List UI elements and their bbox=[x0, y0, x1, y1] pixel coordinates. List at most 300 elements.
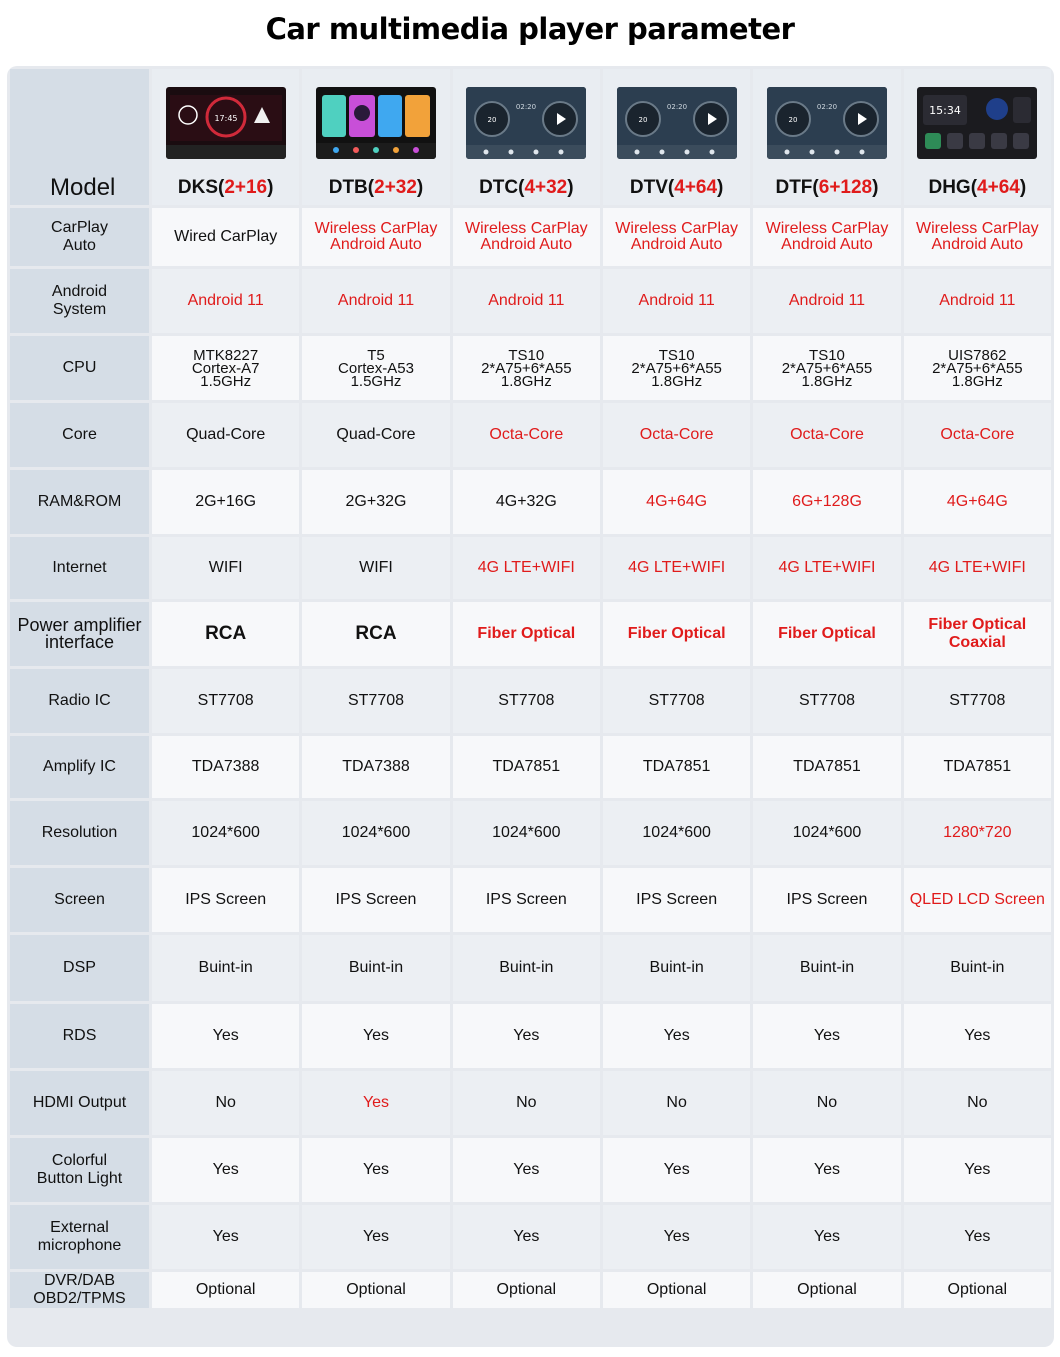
model-header-cell bbox=[603, 69, 750, 205]
model-memory-spec: 2+16 bbox=[224, 177, 268, 198]
spec-table bbox=[7, 66, 1054, 1311]
spec-value: Buint-in bbox=[348, 959, 404, 976]
spec-value: Android 11 bbox=[187, 292, 264, 309]
model-row bbox=[10, 69, 1051, 205]
spec-cell bbox=[904, 1205, 1051, 1269]
spec-value: WIFI bbox=[359, 559, 393, 576]
row-label bbox=[10, 736, 149, 798]
spec-value: Yes bbox=[813, 1161, 841, 1178]
row-label bbox=[10, 1004, 149, 1068]
spec-value: Wireless CarPlay bbox=[314, 220, 438, 237]
spec-value: ST7708 bbox=[949, 692, 1006, 709]
spec-value: 1.8GHz bbox=[651, 372, 703, 390]
spec-cell bbox=[603, 602, 750, 666]
row-label bbox=[10, 1138, 149, 1202]
spec-value: IPS Screen bbox=[335, 891, 417, 908]
svg-text:15:34: 15:34 bbox=[929, 104, 962, 117]
model-close-paren: ) bbox=[1019, 177, 1027, 198]
spec-cell bbox=[904, 537, 1051, 599]
spec-value: Buint-in bbox=[649, 959, 704, 976]
spec-value: 4G+64G bbox=[646, 493, 708, 510]
row-label bbox=[10, 208, 149, 266]
spec-cell bbox=[603, 868, 750, 932]
spec-value: 2*A75+6*A55 bbox=[481, 359, 572, 377]
spec-value: Optional bbox=[346, 1281, 406, 1298]
spec-cell bbox=[152, 403, 299, 467]
spec-value: No bbox=[967, 1094, 988, 1111]
spec-cell bbox=[753, 736, 900, 798]
spec-value: Yes bbox=[513, 1161, 540, 1178]
model-memory-spec: 4+64 bbox=[977, 177, 1020, 198]
model-name bbox=[302, 179, 449, 197]
spec-cell bbox=[453, 403, 600, 467]
spec-cell bbox=[302, 470, 449, 534]
row-label bbox=[10, 269, 149, 333]
spec-row bbox=[10, 602, 1051, 666]
spec-value: Yes bbox=[212, 1161, 239, 1178]
row-label bbox=[10, 1272, 149, 1308]
head-unit-screen-image bbox=[466, 87, 586, 159]
spec-value: 1.8GHz bbox=[801, 372, 853, 390]
spec-value: Wireless CarPlay bbox=[765, 220, 889, 237]
spec-row bbox=[10, 868, 1051, 932]
row-label-line: Auto bbox=[63, 237, 96, 254]
spec-cell bbox=[904, 868, 1051, 932]
spec-cell bbox=[753, 1071, 900, 1135]
spec-value: Android Auto bbox=[931, 236, 1024, 253]
row-label-line: Resolution bbox=[41, 824, 118, 841]
spec-value: Yes bbox=[663, 1027, 690, 1044]
row-label-line: Radio IC bbox=[48, 692, 111, 709]
spec-value: Yes bbox=[362, 1161, 390, 1178]
model-name bbox=[152, 179, 299, 197]
spec-cell bbox=[753, 1138, 900, 1202]
spec-cell bbox=[152, 269, 299, 333]
spec-value: ST7708 bbox=[498, 692, 555, 709]
spec-cell bbox=[152, 602, 299, 666]
spec-value: Yes bbox=[212, 1228, 239, 1245]
spec-cell bbox=[302, 336, 449, 400]
spec-value: Optional bbox=[195, 1281, 256, 1298]
spec-value: 1024*600 bbox=[191, 824, 260, 841]
spec-cell bbox=[453, 1138, 600, 1202]
spec-cell bbox=[904, 1272, 1051, 1308]
spec-value: 4G+64G bbox=[946, 493, 1008, 510]
spec-value: Fiber Optical bbox=[928, 616, 1027, 633]
spec-value: Android 11 bbox=[337, 292, 415, 309]
spec-cell bbox=[302, 602, 449, 666]
spec-cell bbox=[302, 1138, 449, 1202]
model-memory-spec: 4+32 bbox=[524, 177, 568, 198]
spec-value: 4G LTE+WIFI bbox=[477, 559, 575, 576]
row-label-line: Android bbox=[51, 283, 108, 300]
spec-value: Fiber Optical bbox=[627, 625, 726, 642]
row-label-line: Core bbox=[62, 426, 97, 443]
spec-cell bbox=[453, 269, 600, 333]
spec-row bbox=[10, 736, 1051, 798]
spec-row bbox=[10, 537, 1051, 599]
svg-text:20: 20 bbox=[487, 116, 497, 124]
spec-cell bbox=[302, 1272, 449, 1308]
spec-cell bbox=[453, 1272, 600, 1308]
spec-cell bbox=[603, 935, 750, 1001]
row-label-line: microphone bbox=[37, 1237, 122, 1254]
spec-value: 1024*600 bbox=[792, 824, 862, 841]
model-code: DTV( bbox=[629, 177, 675, 198]
spec-cell bbox=[753, 868, 900, 932]
spec-value: ST7708 bbox=[798, 692, 855, 709]
row-label bbox=[10, 868, 149, 932]
model-memory-spec: 6+128 bbox=[818, 177, 873, 198]
spec-cell bbox=[603, 1138, 750, 1202]
spec-value: 2*A75+6*A55 bbox=[932, 359, 1023, 377]
row-label-model: Model bbox=[10, 69, 149, 205]
model-code: DTB( bbox=[328, 177, 375, 198]
spec-value: Android 11 bbox=[788, 292, 866, 309]
spec-cell bbox=[603, 470, 750, 534]
spec-cell bbox=[453, 935, 600, 1001]
spec-cell bbox=[753, 602, 900, 666]
spec-cell bbox=[152, 1205, 299, 1269]
spec-value: ST7708 bbox=[347, 692, 405, 709]
spec-value: Optional bbox=[496, 1281, 557, 1298]
svg-text:20: 20 bbox=[638, 116, 648, 124]
spec-value: Wireless CarPlay bbox=[915, 220, 1039, 237]
spec-cell bbox=[302, 403, 449, 467]
model-close-paren: ) bbox=[717, 177, 724, 198]
spec-value: RCA bbox=[355, 623, 397, 644]
spec-cell bbox=[753, 403, 900, 467]
spec-value: Fiber Optical bbox=[477, 625, 576, 642]
spec-cell bbox=[603, 537, 750, 599]
spec-cell bbox=[904, 1138, 1051, 1202]
row-label-line: Colorful bbox=[51, 1152, 108, 1169]
row-label bbox=[10, 935, 149, 1001]
row-label bbox=[10, 336, 149, 400]
spec-value: IPS Screen bbox=[185, 891, 267, 908]
row-label bbox=[10, 403, 149, 467]
head-unit-screen-image bbox=[917, 87, 1037, 159]
spec-value: Quad-Core bbox=[186, 426, 266, 443]
spec-value: 2*A75+6*A55 bbox=[781, 359, 873, 377]
spec-cell bbox=[904, 208, 1051, 266]
spec-row bbox=[10, 208, 1051, 266]
spec-value: Cortex-A53 bbox=[338, 359, 414, 377]
spec-value: 1.5GHz bbox=[200, 372, 252, 390]
spec-cell bbox=[302, 1071, 449, 1135]
spec-value: Yes bbox=[663, 1161, 690, 1178]
spec-cell bbox=[753, 801, 900, 865]
spec-row bbox=[10, 1138, 1051, 1202]
spec-value: Octa-Core bbox=[489, 426, 564, 443]
model-name bbox=[753, 179, 900, 197]
spec-cell bbox=[152, 470, 299, 534]
spec-value: TS10 bbox=[809, 346, 845, 364]
spec-value: No bbox=[516, 1094, 537, 1111]
spec-value: Fiber Optical bbox=[778, 625, 876, 642]
spec-cell bbox=[152, 801, 299, 865]
spec-cell bbox=[302, 208, 449, 266]
spec-cell bbox=[603, 208, 750, 266]
spec-cell bbox=[753, 935, 900, 1001]
spec-cell bbox=[753, 669, 900, 733]
row-label-line: Button Light bbox=[36, 1170, 123, 1187]
row-label bbox=[10, 537, 149, 599]
spec-value: 2*A75+6*A55 bbox=[631, 359, 722, 377]
spec-value: Android 11 bbox=[488, 292, 565, 309]
spec-value: Optional bbox=[646, 1281, 707, 1298]
spec-value: RCA bbox=[205, 623, 247, 644]
row-label-line: CarPlay bbox=[51, 219, 108, 236]
row-label-line: System bbox=[52, 301, 107, 318]
row-label-line: Screen bbox=[54, 891, 105, 908]
model-close-paren: ) bbox=[267, 177, 274, 198]
spec-cell bbox=[302, 537, 449, 599]
spec-cell bbox=[453, 1071, 600, 1135]
row-label bbox=[10, 669, 149, 733]
spec-cell bbox=[904, 336, 1051, 400]
spec-value: IPS Screen bbox=[636, 891, 718, 908]
model-code: DTF( bbox=[775, 177, 819, 198]
spec-value: ST7708 bbox=[197, 692, 254, 709]
spec-value: Buint-in bbox=[499, 959, 554, 976]
spec-cell bbox=[453, 868, 600, 932]
spec-cell bbox=[453, 736, 600, 798]
spec-value: Yes bbox=[813, 1228, 841, 1245]
spec-value: No bbox=[666, 1094, 687, 1111]
spec-cell bbox=[603, 801, 750, 865]
spec-value: 4G LTE+WIFI bbox=[928, 559, 1026, 576]
spec-value: 6G+128G bbox=[792, 493, 862, 510]
spec-value: Yes bbox=[964, 1228, 991, 1245]
spec-value: Yes bbox=[362, 1228, 390, 1245]
spec-row bbox=[10, 801, 1051, 865]
spec-cell bbox=[152, 1138, 299, 1202]
model-name bbox=[904, 179, 1051, 197]
spec-cell bbox=[904, 935, 1051, 1001]
spec-cell bbox=[152, 1004, 299, 1068]
spec-value: Yes bbox=[964, 1161, 991, 1178]
spec-value: UIS7862 bbox=[948, 346, 1007, 364]
model-header-cell bbox=[152, 69, 299, 205]
spec-value: T5 bbox=[367, 346, 385, 364]
spec-cell bbox=[453, 669, 600, 733]
spec-cell bbox=[904, 669, 1051, 733]
model-header-cell bbox=[753, 69, 900, 205]
spec-cell bbox=[152, 736, 299, 798]
spec-cell bbox=[603, 1004, 750, 1068]
head-unit-screen-image bbox=[166, 87, 286, 159]
spec-cell bbox=[904, 470, 1051, 534]
spec-cell bbox=[753, 1004, 900, 1068]
spec-row bbox=[10, 1272, 1051, 1308]
spec-value: Android Auto bbox=[480, 236, 573, 253]
row-label-line: Power amplifier bbox=[17, 615, 142, 635]
spec-cell bbox=[603, 669, 750, 733]
spec-value: Wireless CarPlay bbox=[615, 220, 738, 237]
svg-text:02:20: 02:20 bbox=[816, 103, 838, 111]
spec-value: 1024*600 bbox=[642, 824, 711, 841]
row-label-line: External bbox=[50, 1219, 109, 1236]
spec-value: Yes bbox=[513, 1228, 540, 1245]
spec-value: QLED LCD Screen bbox=[909, 891, 1045, 908]
spec-cell bbox=[453, 801, 600, 865]
head-unit-screen-image bbox=[316, 87, 436, 159]
spec-cell bbox=[904, 1004, 1051, 1068]
spec-cell bbox=[904, 269, 1051, 333]
spec-value: IPS Screen bbox=[485, 891, 567, 908]
spec-cell bbox=[302, 1205, 449, 1269]
spec-value: Yes bbox=[362, 1027, 390, 1044]
spec-cell bbox=[603, 403, 750, 467]
spec-row bbox=[10, 669, 1051, 733]
svg-text:17:45: 17:45 bbox=[214, 114, 238, 123]
model-header-cell bbox=[453, 69, 600, 205]
spec-table-container bbox=[7, 66, 1054, 1347]
spec-value: 4G LTE+WIFI bbox=[778, 559, 876, 576]
model-name bbox=[603, 179, 750, 197]
spec-value: No bbox=[215, 1094, 236, 1111]
row-label-line: DSP bbox=[63, 959, 96, 976]
spec-cell bbox=[753, 208, 900, 266]
spec-value: Wireless CarPlay bbox=[464, 220, 588, 237]
spec-value: TS10 bbox=[508, 346, 545, 364]
spec-row bbox=[10, 1205, 1051, 1269]
spec-value: Yes bbox=[813, 1027, 841, 1044]
spec-cell bbox=[753, 269, 900, 333]
spec-value: Yes bbox=[964, 1027, 991, 1044]
spec-value: TDA7851 bbox=[492, 758, 561, 775]
spec-cell bbox=[302, 736, 449, 798]
spec-cell bbox=[302, 669, 449, 733]
model-memory-spec: 4+64 bbox=[674, 177, 718, 198]
spec-cell bbox=[302, 868, 449, 932]
model-code: DTC( bbox=[479, 177, 525, 198]
spec-value: 1280*720 bbox=[943, 824, 1012, 841]
spec-value: Buint-in bbox=[950, 959, 1005, 976]
model-close-paren: ) bbox=[416, 177, 424, 198]
model-memory-spec: 2+32 bbox=[374, 177, 417, 198]
spec-row bbox=[10, 269, 1051, 333]
row-label bbox=[10, 1205, 149, 1269]
spec-value: WIFI bbox=[208, 559, 243, 576]
spec-cell bbox=[152, 1272, 299, 1308]
spec-value: TS10 bbox=[658, 346, 695, 364]
spec-value: 2G+32G bbox=[345, 493, 407, 510]
spec-value: Coaxial bbox=[948, 634, 1006, 651]
spec-cell bbox=[453, 336, 600, 400]
spec-value: Cortex-A7 bbox=[191, 359, 260, 377]
row-label bbox=[10, 602, 149, 666]
spec-row bbox=[10, 336, 1051, 400]
model-code: DKS( bbox=[177, 177, 225, 198]
spec-cell bbox=[753, 336, 900, 400]
row-label-line: RDS bbox=[62, 1027, 97, 1044]
spec-value: 1.8GHz bbox=[500, 372, 552, 390]
spec-cell bbox=[603, 269, 750, 333]
spec-cell bbox=[152, 1071, 299, 1135]
spec-cell bbox=[302, 801, 449, 865]
spec-cell bbox=[603, 336, 750, 400]
spec-cell bbox=[453, 208, 600, 266]
spec-cell bbox=[603, 1272, 750, 1308]
model-name bbox=[453, 179, 600, 197]
spec-value: 1.5GHz bbox=[350, 372, 402, 390]
spec-value: Yes bbox=[513, 1027, 540, 1044]
spec-cell bbox=[753, 470, 900, 534]
spec-cell bbox=[152, 868, 299, 932]
spec-table-body bbox=[10, 69, 1051, 1308]
spec-row bbox=[10, 935, 1051, 1001]
model-header-cell bbox=[302, 69, 449, 205]
model-code: DHG( bbox=[928, 177, 978, 198]
spec-value: TDA7851 bbox=[793, 758, 861, 775]
spec-cell bbox=[152, 935, 299, 1001]
head-unit-screen-image bbox=[767, 87, 887, 159]
spec-value: ST7708 bbox=[648, 692, 705, 709]
spec-cell bbox=[152, 208, 299, 266]
svg-text:02:20: 02:20 bbox=[516, 103, 537, 111]
spec-cell bbox=[603, 1205, 750, 1269]
spec-cell bbox=[753, 1205, 900, 1269]
spec-cell bbox=[302, 269, 449, 333]
spec-value: IPS Screen bbox=[786, 891, 868, 908]
svg-text:20: 20 bbox=[788, 116, 798, 124]
svg-text:02:20: 02:20 bbox=[666, 103, 687, 111]
spec-value: 1024*600 bbox=[492, 824, 561, 841]
spec-cell bbox=[453, 537, 600, 599]
spec-cell bbox=[453, 1004, 600, 1068]
spec-cell bbox=[152, 669, 299, 733]
head-unit-screen-image bbox=[617, 87, 737, 159]
spec-value: Yes bbox=[212, 1027, 239, 1044]
row-label-line: RAM&ROM bbox=[37, 493, 122, 510]
model-close-paren: ) bbox=[567, 177, 574, 198]
row-label-line: Amplify IC bbox=[43, 758, 116, 775]
spec-value: Android Auto bbox=[330, 236, 422, 253]
spec-value: TDA7388 bbox=[191, 758, 260, 775]
row-label-line: OBD2/TPMS bbox=[33, 1290, 126, 1307]
spec-cell bbox=[904, 602, 1051, 666]
spec-row bbox=[10, 470, 1051, 534]
spec-value: Octa-Core bbox=[639, 426, 714, 443]
spec-cell bbox=[904, 801, 1051, 865]
spec-value: 4G+32G bbox=[495, 493, 557, 510]
model-header-cell bbox=[904, 69, 1051, 205]
spec-cell bbox=[753, 537, 900, 599]
spec-value: Optional bbox=[797, 1281, 857, 1298]
spec-row bbox=[10, 1004, 1051, 1068]
spec-value: 1024*600 bbox=[341, 824, 411, 841]
spec-value: 1.8GHz bbox=[951, 372, 1003, 390]
spec-cell bbox=[753, 1272, 900, 1308]
row-label bbox=[10, 1071, 149, 1135]
row-label bbox=[10, 801, 149, 865]
spec-row bbox=[10, 403, 1051, 467]
spec-value: Optional bbox=[947, 1281, 1008, 1298]
row-label-line: HDMI Output bbox=[32, 1094, 127, 1111]
spec-value: No bbox=[816, 1094, 838, 1111]
spec-value: Octa-Core bbox=[940, 426, 1015, 443]
spec-value: Android Auto bbox=[781, 236, 873, 253]
row-label-line: DVR/DAB bbox=[43, 1272, 116, 1289]
row-label bbox=[10, 470, 149, 534]
spec-cell bbox=[152, 537, 299, 599]
spec-cell bbox=[453, 602, 600, 666]
spec-value: 4G LTE+WIFI bbox=[628, 559, 726, 576]
spec-value: Buint-in bbox=[198, 959, 253, 976]
spec-value: MTK8227 bbox=[193, 346, 259, 364]
